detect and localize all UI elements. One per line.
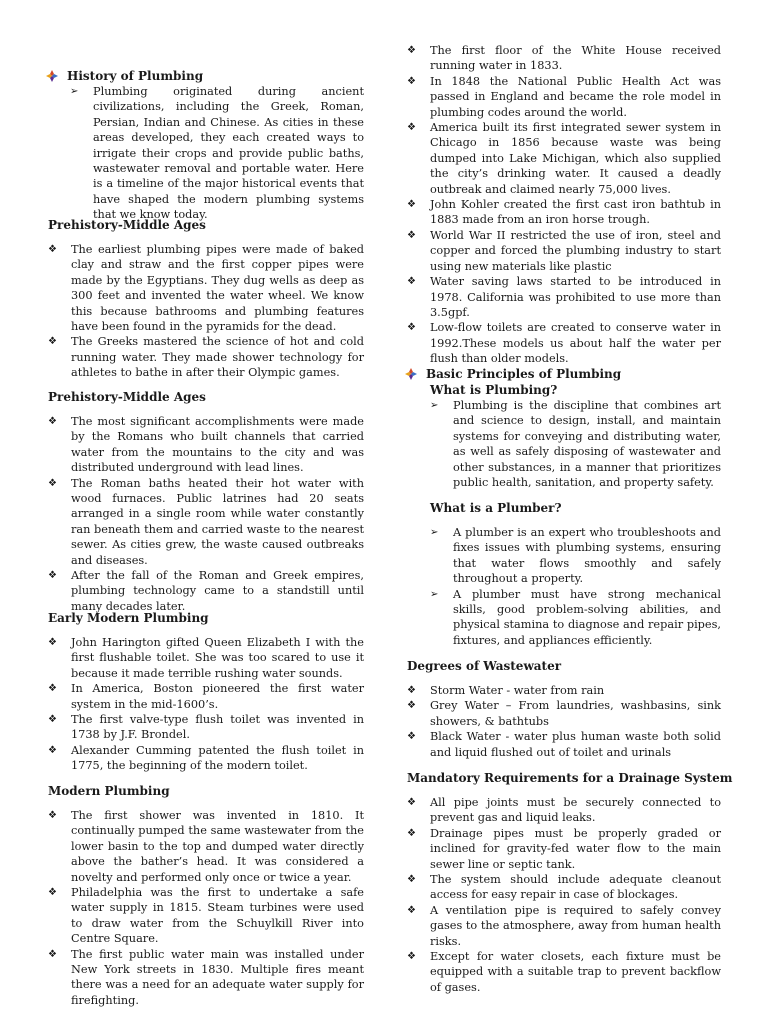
four-petal-diamond-bullet-icon: ❖	[48, 244, 57, 255]
list-item-text: America built its first integrated sewer system in Chicago in 1856 because waste was being dumped into Lake Michigan, which also supplied the city’s drinking water. It caused a deadly outbreak and claimed nearly 75,000 lives.	[430, 121, 721, 196]
list-item	[407, 826, 721, 872]
history-heading-text: History of Plumbing	[67, 69, 204, 83]
four-petal-diamond-bullet-icon: ❖	[48, 477, 57, 489]
four-petal-diamond-bullet-icon: ❖	[407, 199, 416, 211]
history-intro-block	[70, 84, 364, 223]
list-item	[48, 885, 364, 947]
list-item-text: The first shower was invented in 1810. It continually pumped the same wastewater from the lower basin to the top and dumped water directly above the bather’s head. It was considered a novelty and performed only once or twice a year.	[71, 809, 364, 884]
section-list-prehistory-2	[48, 414, 364, 614]
section-list-prehistory-1	[48, 242, 364, 381]
list-item	[407, 74, 721, 120]
list-item	[407, 197, 721, 228]
mandatory-list	[407, 795, 721, 995]
list-item-text: Alexander Cumming patented the flush toilet in 1775, the beginning of the modern toilet.	[71, 743, 364, 773]
list-item-text: After the fall of the Roman and Greek empires, plumbing technology came to a standstill until many decades later.	[71, 569, 364, 613]
four-petal-diamond-bullet-icon: ❖	[48, 810, 57, 821]
degrees-list	[407, 683, 721, 760]
list-item	[48, 334, 364, 380]
list-item	[407, 43, 721, 74]
list-item-text: The earliest plumbing pipes were made of baked clay and straw and the first copper pipes were made by the Egyptians. They dug wells as deep as 300 feet and invented the water wheel. We know this because bathrooms and plumbing features have been found in the pyramids for the dead.	[71, 243, 364, 334]
list-item-text: Black Water - water plus human waste both solid and liquid flushed out of toilet and urinals	[430, 730, 721, 759]
list-item-text: John Kohler created the first cast iron bathtub in 1883 made from an iron horse trough.	[430, 198, 721, 227]
list-item	[407, 729, 721, 760]
arrowhead-bullet-icon: ➢	[430, 400, 439, 411]
list-item	[430, 398, 721, 490]
list-item-text: The first floor of the White House received running water in 1833.	[430, 44, 721, 73]
arrowhead-bullet-icon: ➢	[430, 527, 439, 538]
list-item	[430, 525, 721, 587]
list-item-text: A plumber must have strong mechanical skills, good problem-solving abilities, and physical stamina to diagnose and repair pipes, fixtures, and appliances efficiently.	[453, 587, 721, 647]
four-petal-diamond-bullet-icon: ❖	[407, 122, 416, 134]
colored-diamond-icon	[46, 70, 58, 82]
four-petal-diamond-bullet-icon: ❖	[48, 887, 57, 899]
section-list-modern	[48, 808, 364, 1008]
list-item	[407, 228, 721, 274]
timeline-list	[407, 43, 721, 367]
four-petal-diamond-bullet-icon: ❖	[407, 951, 416, 963]
list-item-text: The system should include adequate cleanout access for easy repair in case of blockages.	[430, 873, 721, 902]
list-item	[407, 872, 721, 903]
history-intro-text: Plumbing originated during ancient civilizations, including the Greek, Roman, Persian, Indian and Chinese. As cities in these areas developed, they each created ways to irrigate their crops and provide public baths, wastewater removal and portable water. Here is a timeline of the major historical events that have shaped the modern plumbing systems that we know today.	[93, 85, 364, 222]
arrowhead-bullet-icon: ➢	[70, 86, 79, 97]
what-is-plumber-title: What is a Plumber?	[430, 501, 562, 515]
four-petal-diamond-bullet-icon: ❖	[48, 683, 57, 695]
list-item	[48, 681, 364, 712]
list-item	[48, 635, 364, 681]
list-item	[407, 698, 721, 729]
four-petal-diamond-bullet-icon: ❖	[407, 276, 416, 288]
list-item	[70, 84, 364, 223]
what-is-plumbing-block	[430, 398, 721, 490]
list-item-text: The first public water main was installed under New York streets in 1830. Multiple fires meant there was a need for an adequate water supply for firefighting.	[71, 947, 364, 1007]
list-item	[48, 947, 364, 1009]
list-item	[407, 949, 721, 995]
four-petal-diamond-bullet-icon: ❖	[407, 229, 416, 241]
four-petal-diamond-bullet-icon: ❖	[407, 874, 416, 886]
degrees-title: Degrees of Wastewater	[407, 659, 562, 673]
what-is-plumbing-text: Plumbing is the discipline that combines art and science to design, install, and maintain systems for conveying and distributing water, as well as safely disposing of wastewater and other substances, in a manner that prioritizes public health, sanitation, and property safety.	[453, 399, 721, 490]
section-title-prehistory-1: Prehistory-Middle Ages	[48, 218, 206, 232]
arrowhead-bullet-icon: ➢	[430, 588, 439, 600]
section-title-prehistory-2: Prehistory-Middle Ages	[48, 390, 206, 404]
list-item	[48, 242, 364, 334]
four-petal-diamond-bullet-icon: ❖	[407, 685, 416, 696]
list-item-text: Drainage pipes must be properly graded or inclined for gravity-fed water flow to the main sewer line or septic tank.	[430, 826, 721, 871]
basic-principles-heading-text: Basic Principles of Plumbing	[426, 367, 622, 381]
list-item-text: A plumber is an expert who troubleshoots and fixes issues with plumbing systems, ensuring that water flows smoothly and safely throughout a property.	[453, 526, 721, 586]
four-petal-diamond-bullet-icon: ❖	[407, 731, 416, 743]
four-petal-diamond-bullet-icon: ❖	[407, 904, 416, 916]
list-item	[48, 414, 364, 476]
four-petal-diamond-bullet-icon: ❖	[48, 336, 57, 348]
list-item	[430, 587, 721, 649]
list-item	[407, 683, 721, 698]
list-item-text: A ventilation pipe is required to safely convey gases to the atmosphere, away from human health risks.	[430, 903, 721, 948]
plumber-list	[430, 525, 721, 648]
mandatory-title: Mandatory Requirements for a Drainage System	[407, 771, 733, 785]
list-item	[48, 568, 364, 614]
four-petal-diamond-bullet-icon: ❖	[407, 827, 416, 839]
list-item	[48, 808, 364, 885]
list-item-text: Low-flow toilets are created to conserve water in 1992.These models us about half the water per flush than older models.	[430, 321, 721, 366]
list-item-text: Except for water closets, each fixture must be equipped with a suitable trap to prevent backflow of gases.	[430, 950, 721, 994]
list-item-text: Philadelphia was the first to undertake a safe water supply in 1815. Steam turbines were used to draw water from the Schuylkill River into Centre Square.	[71, 886, 364, 946]
four-petal-diamond-bullet-icon: ❖	[407, 700, 416, 712]
list-item-text: In America, Boston pioneered the first water system in the mid-1600’s.	[71, 682, 364, 711]
list-item-text: Storm Water - water from rain	[430, 684, 605, 697]
list-item-text: The Greeks mastered the science of hot and cold running water. They made shower technology for athletes to bathe in after their Olympic games.	[71, 335, 364, 380]
list-item	[48, 476, 364, 568]
what-is-plumbing-title: What is Plumbing?	[430, 383, 558, 397]
four-petal-diamond-bullet-icon: ❖	[407, 45, 416, 56]
list-item-text: John Harington gifted Queen Elizabeth I with the first flushable toilet. She was too scared to use it because it made terrible rushing water sounds.	[71, 636, 364, 680]
list-item	[48, 743, 364, 774]
list-item-text: In 1848 the National Public Health Act was passed in England and became the role model in plumbing codes around the world.	[430, 74, 721, 119]
four-petal-diamond-bullet-icon: ❖	[407, 797, 416, 808]
four-petal-diamond-bullet-icon: ❖	[48, 714, 57, 726]
list-item-text: The Roman baths heated their hot water with wood furnaces. Public latrines had 20 seats arranged in a single room while water constantly ran beneath them and carried waste to the nearest sewer. As cities grew, the waste caused outbreaks and diseases.	[71, 476, 364, 567]
four-petal-diamond-bullet-icon: ❖	[48, 570, 57, 582]
four-petal-diamond-bullet-icon: ❖	[48, 416, 57, 427]
four-petal-diamond-bullet-icon: ❖	[48, 948, 57, 960]
list-item	[407, 274, 721, 320]
four-petal-diamond-bullet-icon: ❖	[407, 322, 416, 334]
four-petal-diamond-bullet-icon: ❖	[407, 75, 416, 87]
list-item	[407, 795, 721, 826]
list-item-text: Grey Water – From laundries, washbasins, sink showers, & bathtubs	[430, 699, 721, 728]
section-title-early-modern: Early Modern Plumbing	[48, 611, 209, 625]
colored-diamond-icon	[405, 368, 417, 380]
list-item-text: Water saving laws started to be introduced in 1978. California was prohibited to use more than 3.5gpf.	[430, 275, 721, 319]
list-item-text: The most significant accomplishments were made by the Romans who built channels that carried water from the mountains to the city and was distributed underground with lead lines.	[71, 415, 364, 475]
list-item-text: World War II restricted the use of iron, steel and copper and forced the plumbing industry to start using new materials like plastic	[430, 228, 721, 273]
four-petal-diamond-bullet-icon: ❖	[48, 744, 57, 756]
list-item	[48, 712, 364, 743]
list-item-text: All pipe joints must be securely connected to prevent gas and liquid leaks.	[430, 796, 721, 825]
four-petal-diamond-bullet-icon: ❖	[48, 637, 57, 648]
section-title-modern: Modern Plumbing	[48, 784, 170, 798]
list-item	[407, 120, 721, 197]
list-item	[407, 903, 721, 949]
section-list-early-modern	[48, 635, 364, 774]
list-item-text: The first valve-type flush toilet was invented in 1738 by J.F. Brondel.	[71, 713, 364, 742]
list-item	[407, 320, 721, 366]
